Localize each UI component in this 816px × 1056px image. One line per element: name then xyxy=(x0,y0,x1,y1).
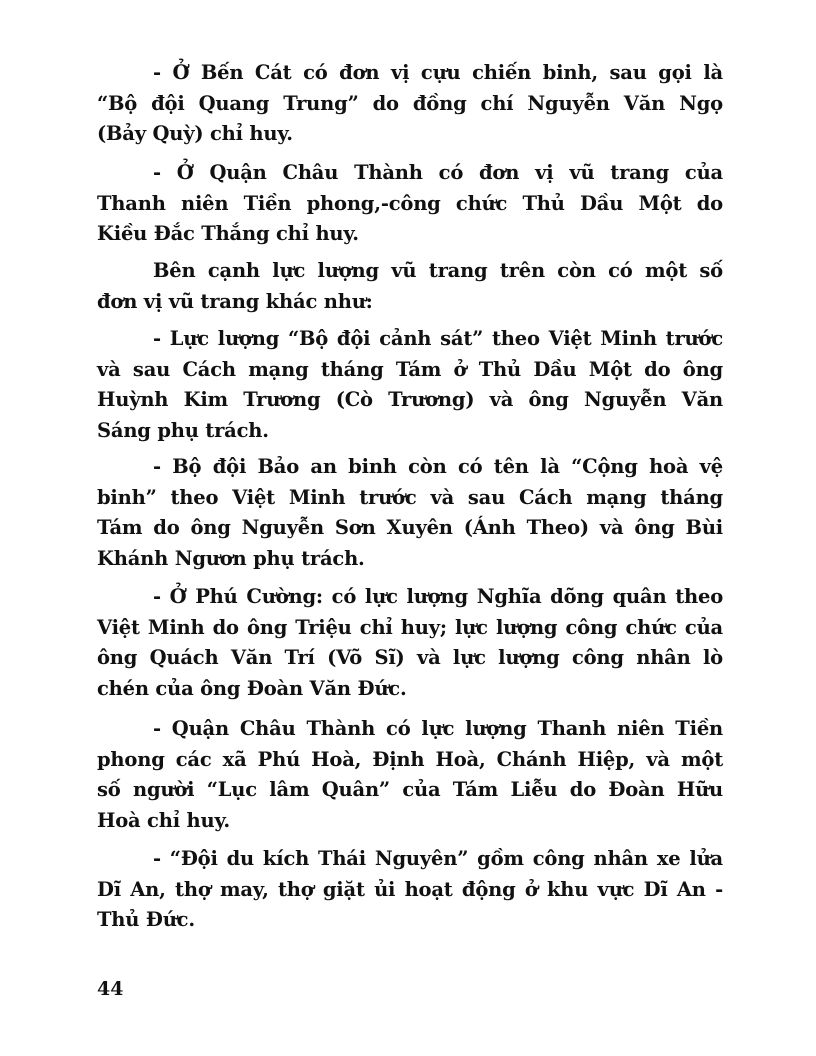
text-line: Bên cạnh lực lượng vũ trang trên còn có một số xyxy=(153,259,723,282)
text-line: - Bộ đội Bảo an binh còn có tên là “Cộng hoà vệ xyxy=(153,455,723,478)
text-line: Huỳnh Kim Trương (Cò Trương) và ông Nguyễn Văn xyxy=(97,388,723,411)
paragraph xyxy=(97,844,723,936)
text-line: - Ở Bến Cát có đơn vị cựu chiến binh, sau gọi là xyxy=(153,61,723,84)
text-line: và sau Cách mạng tháng Tám ở Thủ Dầu Một do ông xyxy=(97,357,723,381)
text-line: - Lực lượng “Bộ đội cảnh sát” theo Việt Minh trước xyxy=(153,327,723,350)
text-line: Kiều Đắc Thắng chỉ huy. xyxy=(97,222,359,245)
paragraph xyxy=(97,452,723,574)
paragraph xyxy=(97,58,723,150)
text-line: số người “Lục lâm Quân” của Tám Liễu do Đoàn Hữu xyxy=(97,778,723,801)
text-line: - Quận Châu Thành có lực lượng Thanh niên Tiền xyxy=(153,717,723,740)
text-line: Thanh niên Tiền phong,-công chức Thủ Dầu Một do xyxy=(97,191,723,215)
text-line: Tám do ông Nguyễn Sơn Xuyên (Ánh Theo) và ông Bùi xyxy=(97,516,723,539)
text-line: Sáng phụ trách. xyxy=(97,418,269,442)
text-line: - Ở Quận Châu Thành có đơn vị vũ trang của xyxy=(153,161,723,184)
paragraph xyxy=(97,324,723,446)
text-line: “Bộ đội Quang Trung” do đồng chí Nguyễn Văn Ngọ xyxy=(97,91,723,115)
text-line: - Ở Phú Cường: có lực lượng Nghĩa dõng quân theo xyxy=(153,585,723,608)
paragraph xyxy=(97,714,723,836)
text-line: Khánh Ngươn phụ trách. xyxy=(97,546,365,570)
text-line: Việt Minh do ông Triệu chỉ huy; lực lượng công chức của xyxy=(97,615,723,639)
paragraph xyxy=(97,256,723,317)
paragraph xyxy=(97,158,723,250)
text-line: ông Quách Văn Trí (Võ Sĩ) và lực lượng công nhân lò xyxy=(97,646,723,669)
page-number: 44 xyxy=(97,978,124,1000)
paragraph xyxy=(97,582,723,704)
text-line: chén của ông Đoàn Văn Đức. xyxy=(97,676,407,700)
text-line: đơn vị vũ trang khác như: xyxy=(97,289,373,313)
text-line: binh” theo Việt Minh trước và sau Cách mạng tháng xyxy=(97,485,723,509)
text-line: (Bảy Quỳ) chỉ huy. xyxy=(97,122,293,145)
text-line: phong các xã Phú Hoà, Định Hoà, Chánh Hiệp, và một xyxy=(97,747,723,771)
text-line: - “Đội du kích Thái Nguyên” gồm công nhân xe lửa xyxy=(153,847,723,870)
text-line: Hoà chỉ huy. xyxy=(97,808,230,832)
text-line: Thủ Đức. xyxy=(97,908,195,931)
text-line: Dĩ An, thợ may, thợ giặt ủi hoạt động ở khu vực Dĩ An - xyxy=(97,877,723,901)
